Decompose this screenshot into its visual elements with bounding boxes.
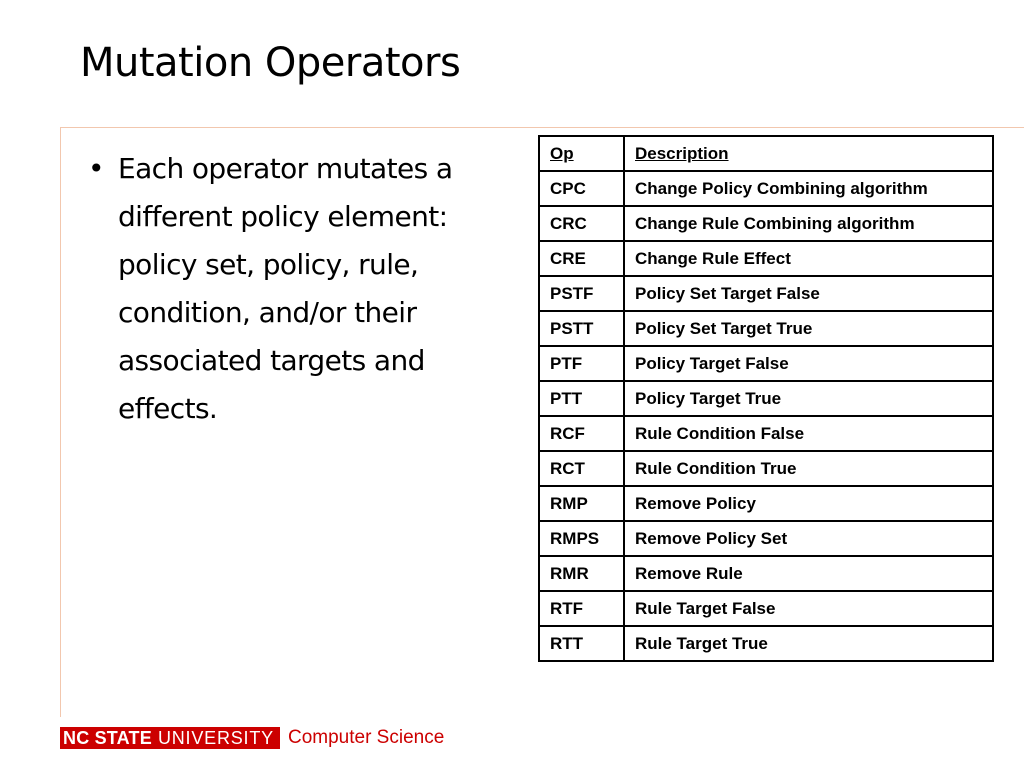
left-divider <box>60 127 61 717</box>
bullet-text: Each operator mutates a different policy element: policy set, policy, rule, condition, and/or their associated targets and effects. <box>118 152 453 425</box>
table-row <box>539 346 993 381</box>
cell-op: RCT <box>539 451 624 486</box>
table-row <box>539 556 993 591</box>
cell-op: PSTT <box>539 311 624 346</box>
cell-description: Policy Set Target True <box>624 311 993 346</box>
cell-op: RTF <box>539 591 624 626</box>
table-header-row <box>539 136 993 171</box>
cell-description: Change Policy Combining algorithm <box>624 171 993 206</box>
cell-op: RTT <box>539 626 624 661</box>
cell-description: Rule Condition False <box>624 416 993 451</box>
cell-op: PSTF <box>539 276 624 311</box>
cell-op: RMPS <box>539 521 624 556</box>
bullet-item <box>88 145 508 433</box>
university-logo <box>60 727 280 749</box>
cell-op: RMR <box>539 556 624 591</box>
cell-op: PTT <box>539 381 624 416</box>
cell-description: Policy Set Target False <box>624 276 993 311</box>
table-row <box>539 626 993 661</box>
cell-description: Policy Target True <box>624 381 993 416</box>
table-row <box>539 381 993 416</box>
table-row <box>539 451 993 486</box>
table-row <box>539 206 993 241</box>
footer <box>60 726 444 750</box>
table-row <box>539 311 993 346</box>
logo-nc-state: NC STATE <box>63 728 152 748</box>
table-row <box>539 171 993 206</box>
table-row <box>539 486 993 521</box>
header-divider <box>60 127 1024 128</box>
cell-op: CRE <box>539 241 624 276</box>
cell-description: Rule Target True <box>624 626 993 661</box>
header-op: Op <box>539 136 624 171</box>
cell-description: Remove Policy <box>624 486 993 521</box>
slide-title: Mutation Operators <box>80 40 461 86</box>
table-row <box>539 591 993 626</box>
table-row <box>539 276 993 311</box>
bullet-list <box>88 145 508 433</box>
cell-description: Rule Target False <box>624 591 993 626</box>
header-description: Description <box>624 136 993 171</box>
cell-description: Remove Rule <box>624 556 993 591</box>
mutation-operators-table <box>538 135 994 662</box>
logo-university: UNIVERSITY <box>157 728 274 748</box>
cell-description: Change Rule Combining algorithm <box>624 206 993 241</box>
table-row <box>539 416 993 451</box>
department-name: Computer Science <box>287 727 445 748</box>
table-body <box>539 171 993 661</box>
cell-op: RCF <box>539 416 624 451</box>
table-row <box>539 521 993 556</box>
cell-op: CPC <box>539 171 624 206</box>
cell-description: Rule Condition True <box>624 451 993 486</box>
cell-op: CRC <box>539 206 624 241</box>
table-row <box>539 241 993 276</box>
cell-op: RMP <box>539 486 624 521</box>
cell-description: Remove Policy Set <box>624 521 993 556</box>
cell-description: Change Rule Effect <box>624 241 993 276</box>
bullet-marker: • <box>88 152 104 185</box>
cell-op: PTF <box>539 346 624 381</box>
cell-description: Policy Target False <box>624 346 993 381</box>
